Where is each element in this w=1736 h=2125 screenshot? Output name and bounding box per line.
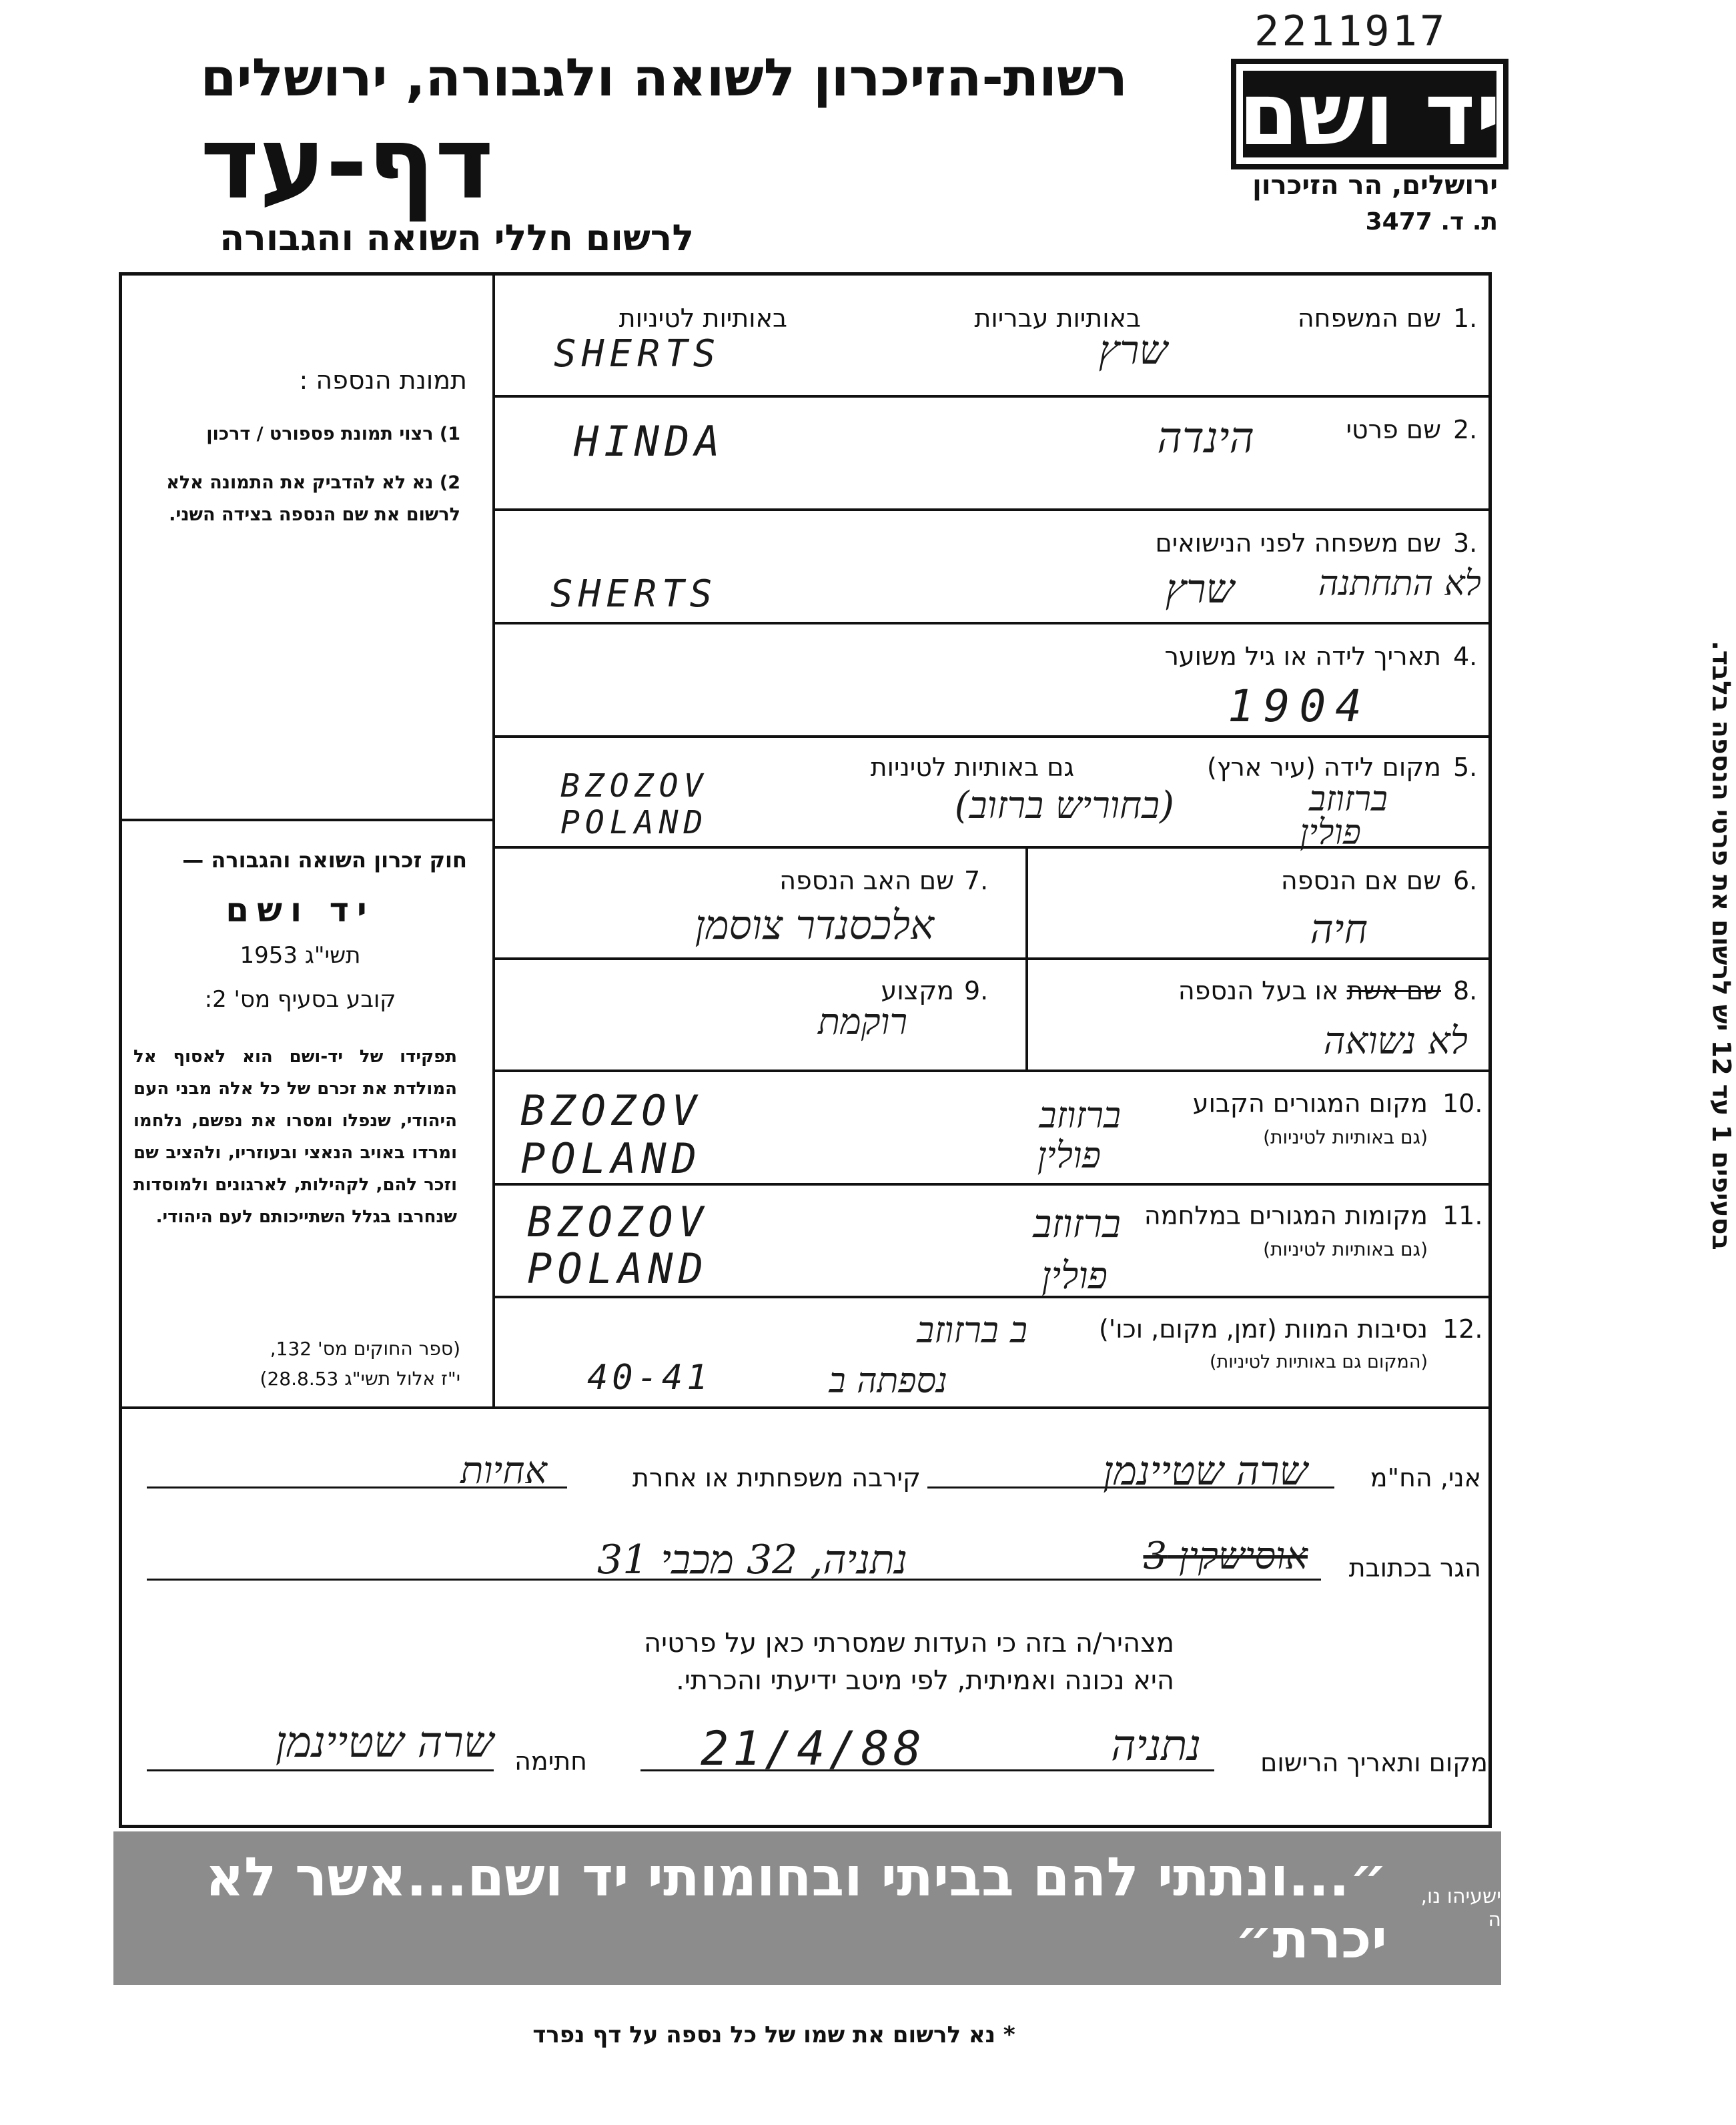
address-label: הגר בכתובת	[1348, 1553, 1481, 1583]
law-name: יד ושם	[226, 891, 375, 929]
row-sep-8	[494, 1183, 1490, 1186]
law-ref-1: (ספר החוקים מס' 132,	[270, 1338, 460, 1360]
field-8-label-struck: שם אשת	[1346, 976, 1441, 1005]
date-value[interactable]: 21/4/88	[701, 1721, 926, 1776]
declarant-label: אני, הח"מ	[1370, 1463, 1481, 1493]
left-panel-split	[120, 819, 494, 821]
photo-box-title: תמונת הנספה :	[299, 366, 467, 395]
field-4-label: תאריך לידה או גיל משוער	[1164, 642, 1441, 671]
field-6-value[interactable]: חיה	[1310, 906, 1368, 953]
field-12-label: נסיבות המוות (זמן, מקום, וכו')	[1098, 1314, 1428, 1344]
left-panel-divider	[492, 274, 495, 1408]
field-3-latin-value[interactable]: SHERTS	[550, 572, 718, 616]
row-sep-6	[494, 957, 1490, 960]
field-10-hebrew-value-1[interactable]: ברזוזב	[1039, 1094, 1121, 1136]
field-12-value-1[interactable]: ב ברזוזב	[917, 1309, 1027, 1351]
field-8-number: 8.	[1453, 976, 1478, 1005]
law-year: תשי"ג 1953	[240, 942, 361, 969]
field-9-number: 9.	[964, 976, 989, 1005]
field-2-hebrew-value[interactable]: הינדה	[1157, 414, 1254, 463]
field-3-prefix-value[interactable]: לא התחתנה	[1318, 564, 1481, 604]
field-12-value-2[interactable]: נספתה ב	[829, 1361, 947, 1401]
quote-source: ישעיהו נו, ה	[1420, 1885, 1501, 1932]
form-title: דף-עד	[200, 105, 494, 222]
law-ref-2: י"ז אלול תשי"ג 28.8.53)	[260, 1368, 460, 1390]
photo-box-note-1: 1) רצוי תמונת פספורט / דרכון	[206, 424, 460, 444]
photo-box-note-2: 2) נא לא להדביק את התמונה אלא לרשום את שם הנספה בצידה השני.	[166, 472, 460, 525]
quote-banner	[113, 1831, 1501, 1985]
field-1-latin-header: באותיות לטיניות	[618, 304, 787, 333]
serial-number: 2211917	[1254, 7, 1448, 55]
field-11-sub: (גם באותיות לטיניות)	[1263, 1238, 1428, 1260]
row-sep-3	[494, 622, 1490, 624]
authority-title: רשות-הזיכרון לשואה ולגבורה, ירושלים	[200, 48, 1128, 108]
field-5-hebrew-value-1[interactable]: ברזוזב	[1309, 779, 1388, 819]
field-11-hebrew-value-2[interactable]: פולין	[1041, 1254, 1108, 1298]
statement-line-2: היא נכונה ואמיתית, לפי מיטב ידיעתי והכרתי.	[676, 1665, 1174, 1696]
split-rows-6-9	[1025, 847, 1028, 1070]
field-12-sub: (המקום גם באותיות לטיניות)	[1209, 1352, 1428, 1372]
field-12-value-3[interactable]: 40-41	[587, 1358, 712, 1398]
field-9-value[interactable]: רוקמת	[817, 1001, 907, 1043]
row-sep-10	[120, 1406, 1490, 1409]
row-sep-4	[494, 735, 1490, 738]
field-1-hebrew-header: באותיות עבריות	[974, 304, 1141, 333]
side-note: בסעיפים 1 עד 12 יש לרשום את פרטי הנספה בלבד.	[1707, 641, 1736, 1250]
field-3-hebrew-value[interactable]: שרץ	[1165, 566, 1234, 612]
field-11-label: מקומות המגורים במלחמה	[1144, 1201, 1428, 1230]
field-10-latin-value-1[interactable]: BZOZOV	[520, 1086, 702, 1135]
row-sep-7	[494, 1070, 1490, 1072]
place-value[interactable]: נתניה	[1111, 1721, 1201, 1771]
field-10-latin-value-2[interactable]: POLAND	[520, 1134, 702, 1183]
declarant-name-value[interactable]: שרה שטיינמן	[1103, 1448, 1308, 1495]
signature-line	[147, 1769, 494, 1771]
field-11-number: 11.	[1442, 1201, 1483, 1230]
field-10-number: 10.	[1442, 1089, 1483, 1118]
relation-label: קירבה משפחתית או אחרת	[632, 1463, 921, 1493]
signature-value[interactable]: שרה שטיינמן	[275, 1718, 494, 1767]
field-11-latin-value-2[interactable]: POLAND	[527, 1244, 709, 1293]
row-sep-2	[494, 508, 1490, 511]
address-value[interactable]: נתניה, 32 מכבי 31	[596, 1537, 907, 1583]
place-date-label: מקום ותאריך הרישום	[1260, 1748, 1488, 1777]
field-7-number: 7.	[964, 866, 989, 895]
yad-vashem-logo: יד ושם	[1231, 59, 1508, 169]
field-5-latin-value-1[interactable]: BZOZOV	[560, 767, 709, 805]
law-heading: חוק זכרון השואה והגבורה —	[182, 847, 467, 873]
address-struck-value[interactable]: אוסישקין 3	[1143, 1535, 1308, 1578]
law-text: תפקידו של יד-ושם הוא לאסוף אל המולדת את זכרם של כל אלה מבני העם היהודי, שנפלו ומסרו את נפשם, נלחמו ומרדו באויב הנאצי ובעוזריו, ולהציב שם וזכר להם, לקהילות, לארגונים ולמוסדות שנחרבו בגלל השתייכותם לעם היהודי.	[133, 1047, 457, 1227]
field-1-label: שם המשפחה	[1297, 304, 1441, 333]
field-2-number: 2.	[1453, 415, 1478, 444]
field-1-latin-value[interactable]: SHERTS	[554, 332, 721, 376]
field-10-label: מקום המגורים הקבוע	[1192, 1089, 1428, 1118]
field-8-label-rest: או בעל הנספה	[1178, 976, 1339, 1005]
law-section: קובע בסעיף מס' 2:	[204, 986, 396, 1013]
field-7-label: שם האב הנספה	[779, 866, 954, 895]
field-10-sub: (גם באותיות לטיניות)	[1263, 1126, 1428, 1148]
field-1-hebrew-value[interactable]: שרץ	[1098, 327, 1168, 374]
field-5-paren-value[interactable]: (בחוריש ברזוב)	[954, 784, 1174, 827]
field-5-latin-header: גם באותיות לטיניות	[870, 753, 1074, 782]
field-10-hebrew-value-2[interactable]: פולין	[1037, 1134, 1101, 1176]
field-5-latin-value-2[interactable]: POLAND	[560, 804, 709, 841]
field-5-label: מקום לידה (עיר ארץ)	[1207, 753, 1441, 782]
field-3-label: שם משפחה לפני הנישואים	[1155, 528, 1441, 558]
signature-label: חתימה	[514, 1747, 587, 1776]
field-8-label	[1101, 976, 1441, 1005]
statement-line-1: מצהיר/ה בזה כי העדות שמסרתי כאן על פרטיה	[644, 1628, 1174, 1659]
field-8-value[interactable]: לא נשואה	[1323, 1019, 1468, 1063]
field-3-number: 3.	[1453, 528, 1478, 558]
field-2-latin-value[interactable]: HINDA	[574, 417, 725, 466]
field-2-label: שם פרטי	[1346, 415, 1441, 444]
field-11-latin-value-1[interactable]: BZOZOV	[527, 1198, 709, 1246]
field-9-label: מקצוע	[881, 976, 954, 1005]
row-sep-1	[494, 395, 1490, 398]
field-11-hebrew-value-1[interactable]: ברזוזב	[1033, 1201, 1121, 1246]
field-1-number: 1.	[1453, 304, 1478, 333]
field-6-number: 6.	[1453, 866, 1478, 895]
quote-text: ״...ונתתי להם בביתי ובחומותי יד ושם...אשר לא יכרת״	[205, 1846, 1388, 1970]
field-12-number: 12.	[1442, 1314, 1483, 1344]
address-line-1: ירושלים, הר הזיכרון	[1252, 170, 1498, 201]
field-7-value[interactable]: אלכסנדר צוסמן	[695, 902, 934, 949]
field-5-number: 5.	[1453, 753, 1478, 782]
form-subtitle: לרשום חללי השואה והגבורה	[220, 217, 694, 259]
relation-value[interactable]: אחיות	[460, 1449, 547, 1493]
field-4-value[interactable]: 1904	[1228, 681, 1371, 732]
address-line-2: ת. ד. 3477	[1365, 208, 1498, 236]
footer-note: * נא לרשום את שמו של כל נספה על דף נפרד	[532, 2022, 1015, 2048]
field-4-number: 4.	[1453, 642, 1478, 671]
field-5-hebrew-value-2[interactable]: פולין	[1300, 813, 1361, 853]
field-6-label: שם אם הנספה	[1280, 866, 1441, 895]
